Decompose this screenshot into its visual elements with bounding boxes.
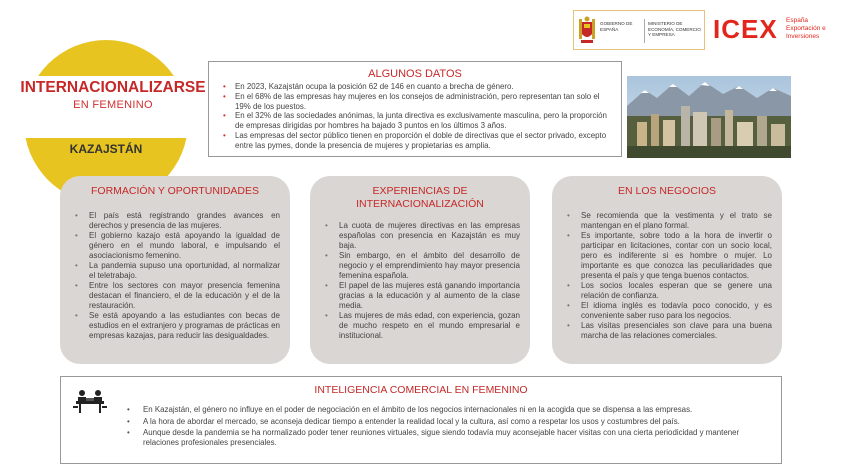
list-item: • Entre los sectores con mayor presencia femenina destacan el financiero, el de la educación y el de la restauración. bbox=[74, 281, 280, 311]
title-block bbox=[18, 76, 208, 138]
list-item: • Las visitas presenciales son clave para una buena marcha de las relaciones comerciales. bbox=[566, 321, 772, 341]
ministerio-text: MINISTERIO DE ECONOMÍA, COMERCIO Y EMPRESA bbox=[648, 21, 701, 38]
city-skyline-image bbox=[627, 76, 791, 158]
panel-experiencias bbox=[310, 176, 530, 364]
list-item: • En 2023, Kazajstán ocupa la posición 62 de 146 en cuanto a brecha de género. bbox=[221, 82, 611, 92]
title-subtitle: EN FEMENINO bbox=[73, 99, 153, 111]
icex-mark: ICEX bbox=[713, 14, 778, 44]
inteligencia-comercial-box bbox=[60, 376, 782, 464]
list-item: • En el 68% de las empresas hay mujeres en los consejos de administración, pero representan tan solo el 19% de los puestos. bbox=[221, 92, 611, 112]
list-item: • La pandemia supuso una oportunidad, al normalizar el teletrabajo. bbox=[74, 261, 280, 281]
gobierno-text: GOBIERNO DE ESPAÑA bbox=[600, 21, 633, 32]
icex-logo bbox=[713, 14, 833, 48]
list-item: • A la hora de abordar el mercado, se aconseja dedicar tiempo a entender la realidad local y la cultura, así como a respetar los usos y costumbres del país. bbox=[127, 417, 775, 427]
inteligencia-list bbox=[127, 405, 775, 449]
list-item: • La cuota de mujeres directivas en las empresas españolas con presencia en Kazajstán es muy baja. bbox=[324, 221, 520, 251]
title-main: INTERNACIONALIZARSE bbox=[20, 79, 206, 96]
list-item: • En el 32% de las sociedades anónimas, la junta directiva es exclusivamente masculina, pero la proporción de empresas dirigidas por hombres ha bajado 3 puntos en los últimos 3 años. bbox=[221, 111, 611, 131]
list-item: • El papel de las mujeres está ganando importancia gracias a la educación y al aumento de la clase media. bbox=[324, 281, 520, 311]
header-logos bbox=[573, 10, 835, 50]
algunos-datos-heading: ALGUNOS DATOS bbox=[368, 68, 462, 80]
panel-negocios bbox=[552, 176, 782, 364]
list-item: • El idioma inglés es todavía poco conocido, y es conveniente saber ruso para los negocios. bbox=[566, 301, 772, 321]
coat-of-arms-icon bbox=[578, 16, 596, 45]
panel-list bbox=[60, 211, 290, 341]
list-item: • Las mujeres de más edad, con experiencia, gozan de mucho respeto en el mundo empresarial e institucional. bbox=[324, 311, 520, 341]
list-item: • Se recomienda que la vestimenta y el trato se mantengan en el plano formal. bbox=[566, 211, 772, 231]
list-item: • Los socios locales esperan que se genere una relación de confianza. bbox=[566, 281, 772, 301]
list-item: • En Kazajstán, el género no influye en el poder de negociación en el ámbito de los negocios internacionales ni en la acogida que se dispensa a las empresas. bbox=[127, 405, 775, 415]
list-item: • Se está apoyando a las estudiantes con becas de estudios en el extranjero y programas de prácticas en empresas kazajas, para reducir las desigualdades. bbox=[74, 311, 280, 341]
list-item: • Es importante, sobre todo a la hora de invertir o participar en licitaciones, contar con un socio local, pero es indiferente si es hombre o mujer. Lo importante es que conozca las peculiaridades que presenta el país y que tenga buenos contactos. bbox=[566, 231, 772, 281]
list-item: • El gobierno kazajo está apoyando la igualdad de género en el mundo laboral, e impulsando el asociacionismo femenino. bbox=[74, 231, 280, 261]
panel-heading: EXPERIENCIAS DE INTERNACIONALIZACIÓN bbox=[356, 185, 484, 210]
panel-list bbox=[552, 211, 782, 341]
icex-subtitle: España Exportación e Inversiones bbox=[786, 17, 826, 40]
algunos-datos-list bbox=[209, 80, 621, 151]
list-item: • Las empresas del sector público tienen en proporción el doble de directivas que el sector privado, excepto entre las pymes, donde la presencia de mujeres y propietarias es amplia. bbox=[221, 131, 611, 151]
panel-formacion bbox=[60, 176, 290, 364]
panel-heading: EN LOS NEGOCIOS bbox=[617, 185, 717, 197]
gobierno-logo bbox=[573, 10, 705, 50]
list-item: • Aunque desde la pandemia se ha normalizado poder tener reuniones virtuales, sigue siendo todavía muy aconsejable hacer visitas con una cierta periodicidad y mantener relaciones profesionales presenciales. bbox=[127, 428, 775, 447]
logo-separator bbox=[644, 19, 645, 43]
algunos-datos-box bbox=[208, 61, 622, 157]
panel-list bbox=[310, 221, 530, 341]
panel-heading: FORMACIÓN Y OPORTUNIDADES bbox=[90, 185, 260, 197]
inteligencia-heading: INTELIGENCIA COMERCIAL EN FEMENINO bbox=[314, 384, 528, 396]
title-country: KAZAJSTÁN bbox=[69, 142, 143, 156]
list-item: • Sin embargo, en el ámbito del desarrollo de negocio y el emprendimiento hay mayor presencia femenina española. bbox=[324, 251, 520, 281]
list-item: • El país está registrando grandes avances en derechos y presencia de las mujeres. bbox=[74, 211, 280, 231]
